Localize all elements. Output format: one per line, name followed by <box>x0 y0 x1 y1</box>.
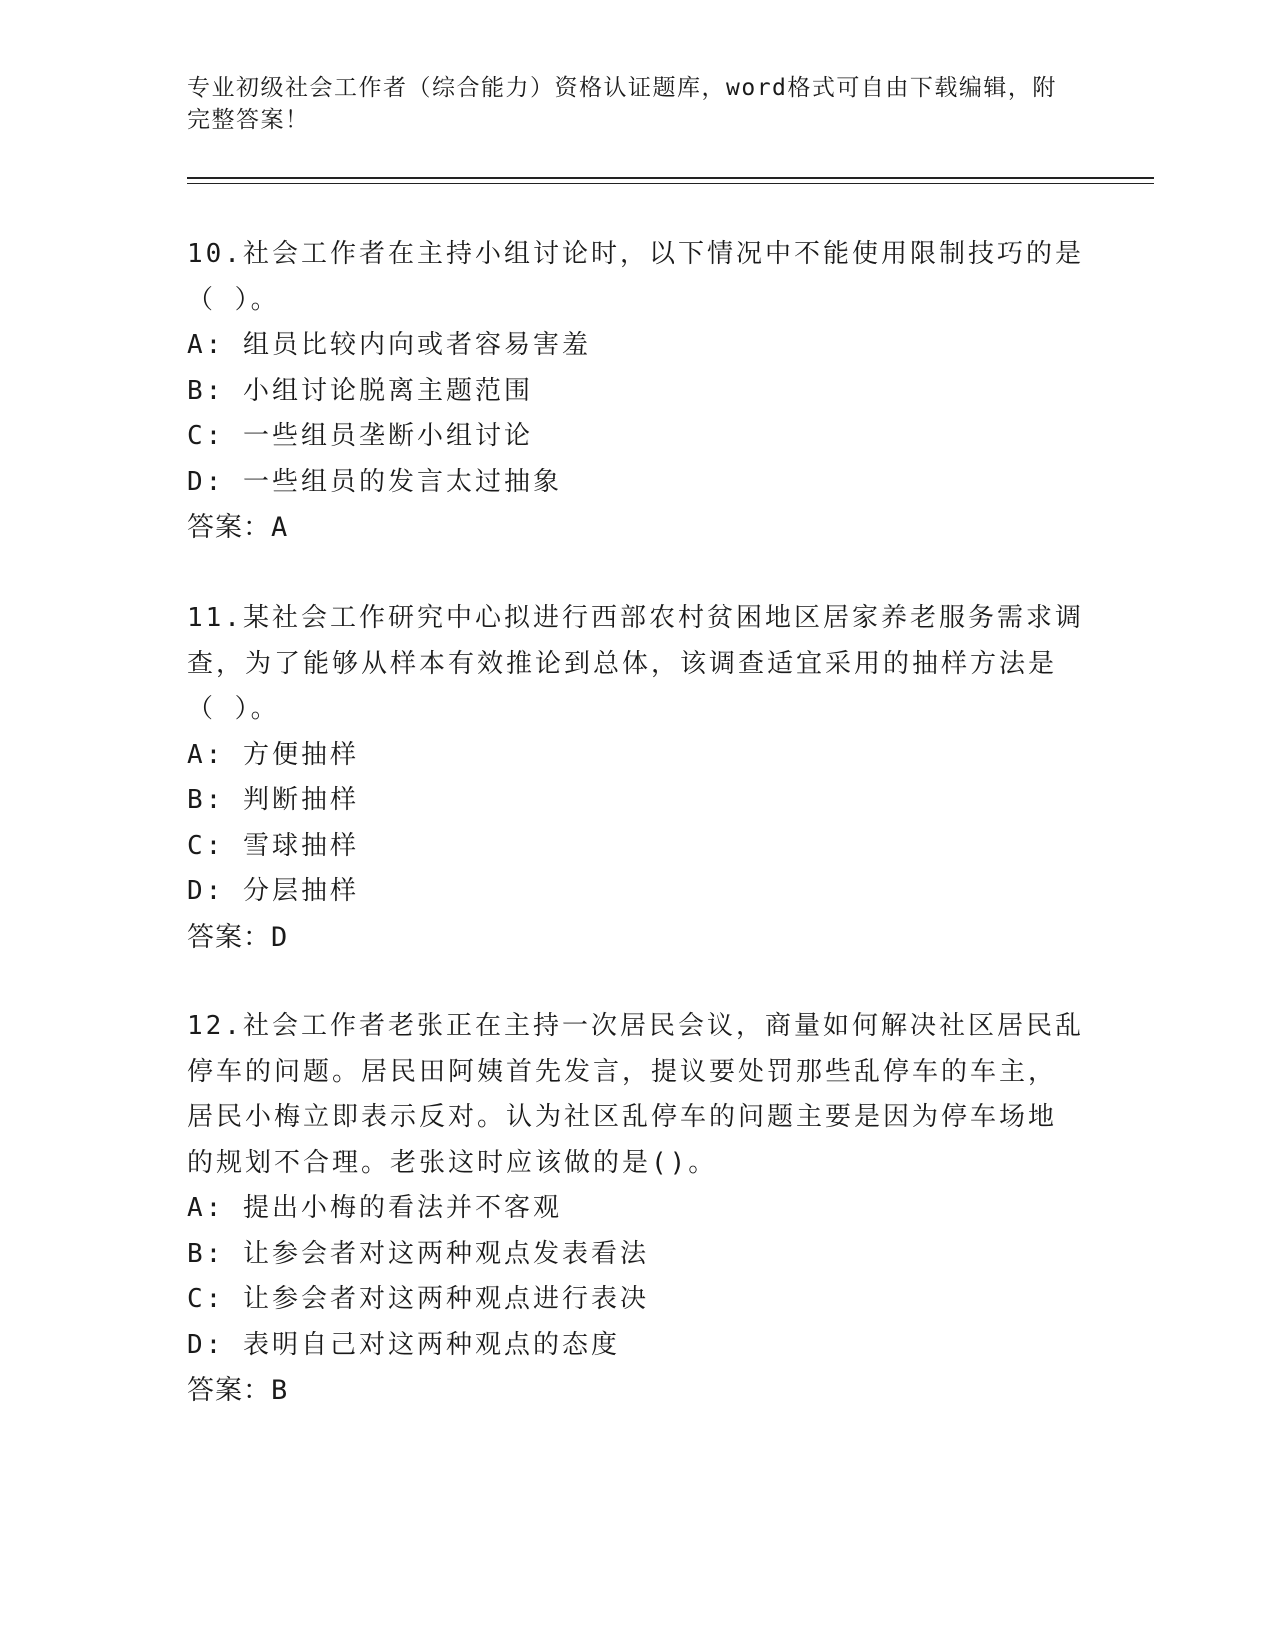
option-b: B: 判断抽样 <box>187 785 359 815</box>
option-c: C: 一些组员垄断小组讨论 <box>187 421 533 451</box>
option-a: A: 方便抽样 <box>187 739 359 770</box>
question-stem-line: 10.社会工作者在主持小组讨论时，以下情况中不能使用限制技巧的是 <box>187 239 1084 269</box>
option-a: A: 组员比较内向或者容易害羞 <box>187 330 591 360</box>
question-stem-line: （ ）。 <box>187 284 280 315</box>
option-c: C: 让参会者对这两种观点进行表决 <box>187 1284 649 1314</box>
question-stem-line: 查，为了能够从样本有效推论到总体，该调查适宜采用的抽样方法是 <box>187 648 1058 679</box>
question-11 <box>187 596 1087 960</box>
header-line-2: 完整答案！ <box>187 107 310 133</box>
option-b: B: 让参会者对这两种观点发表看法 <box>187 1238 649 1269</box>
header-divider-thick <box>187 177 1154 179</box>
option-d: D: 分层抽样 <box>187 876 359 906</box>
question-stem-line: 11.某社会工作研究中心拟进行西部农村贫困地区居家养老服务需求调 <box>187 603 1084 633</box>
question-stem-line: 停车的问题。居民田阿姨首先发言，提议要处罚那些乱停车的车主， <box>187 1056 1058 1087</box>
option-d: D: 一些组员的发言太过抽象 <box>187 466 562 497</box>
question-12 <box>187 1004 1087 1414</box>
question-stem-line: 12.社会工作者老张正在主持一次居民会议，商量如何解决社区居民乱 <box>187 1011 1084 1041</box>
document-header <box>187 72 1087 136</box>
answer: 答案：A <box>187 512 289 543</box>
question-stem-line: 居民小梅立即表示反对。认为社区乱停车的问题主要是因为停车场地 <box>187 1102 1058 1132</box>
question-10 <box>187 232 1087 551</box>
answer: 答案：B <box>187 1375 289 1406</box>
header-divider-thin <box>187 183 1154 184</box>
option-b: B: 小组讨论脱离主题范围 <box>187 375 533 406</box>
option-a: A: 提出小梅的看法并不客观 <box>187 1193 562 1223</box>
answer: 答案：D <box>187 921 289 953</box>
question-stem-line: （ ）。 <box>187 694 280 724</box>
header-line-1: 专业初级社会工作者（综合能力）资格认证题库，word格式可自由下载编辑，附 <box>187 75 1057 101</box>
question-stem-line: 的规划不合理。老张这时应该做的是()。 <box>187 1147 718 1178</box>
option-c: C: 雪球抽样 <box>187 830 359 861</box>
option-d: D: 表明自己对这两种观点的态度 <box>187 1329 620 1360</box>
